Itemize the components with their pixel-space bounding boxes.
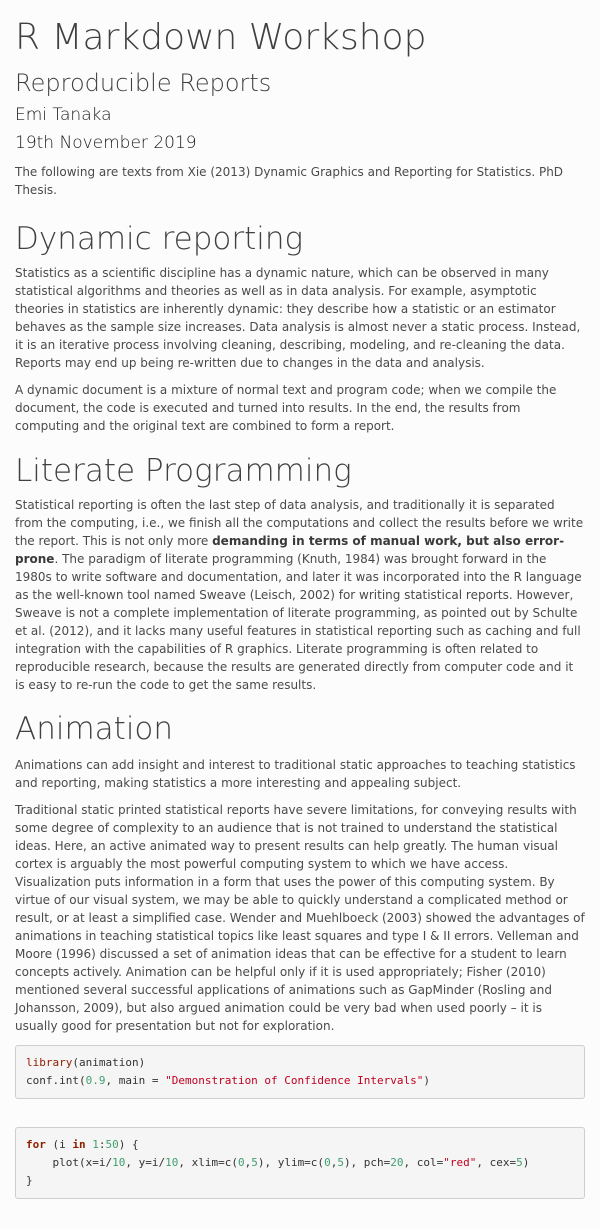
code-token: ) { [118, 1138, 139, 1151]
code-token: 0.9 [85, 1074, 106, 1087]
code-token: 20 [390, 1156, 404, 1169]
code-token: "Demonstration of Confidence Intervals" [165, 1074, 424, 1087]
document-title: R Markdown Workshop [15, 17, 427, 58]
code-token: , cex= [476, 1156, 517, 1169]
code-token: 1 [92, 1138, 99, 1151]
literate-paragraph [15, 496, 585, 694]
code-token: , main = [105, 1074, 166, 1087]
code-token: ) [522, 1156, 530, 1169]
code-token: 5 [337, 1156, 344, 1169]
code-token: , [330, 1156, 338, 1169]
code-token: conf.int( [26, 1074, 86, 1087]
dynamic-paragraph-1: Statistics as a scientific discipline has a dynamic nature, which can be observed in many statistical algorithms and theories as well as in data analysis. For example, asymptotic theories in statistics are inherently dynamic: they describe how a statistic or an estimator behaves as the sample size increases. Data analysis is almost never a static process. Instead, it is an iterative process involving cleaning, describing, modeling, and re-cleaning the data. Reports may end up being re-written due to changes in the data and analysis. [15, 266, 581, 370]
literate-text-bold: demanding in terms of manual work, but also error-prone [15, 534, 565, 566]
code-token: , [244, 1156, 252, 1169]
code-token: in [72, 1138, 86, 1151]
code-token: : [98, 1138, 106, 1151]
code-token: ), ylim=c( [257, 1156, 325, 1169]
animation-paragraph-1: Animations can add insight and interest to traditional static approaches to teaching statistics and reporting, making statistics a more interesting and appealing subject. [15, 758, 576, 790]
intro-paragraph: The following are texts from Xie (2013) Dynamic Graphics and Reporting for Statistics. PhD Thesis. [15, 165, 564, 197]
document-author: Emi Tanaka [15, 105, 112, 125]
literate-text-start: Statistical reporting is often the last step of data analysis, and traditionally it is separated from the computing, i.e., we finish all the computations and collect the results before we write the report. This is not only more [15, 498, 584, 548]
code-token: 50 [105, 1138, 119, 1151]
code-token: (i [45, 1138, 73, 1151]
code-token: 0 [237, 1156, 245, 1169]
code-token: } [26, 1174, 33, 1187]
code-token: (animation) [72, 1056, 146, 1069]
code-token: ) [423, 1074, 430, 1087]
code-token: 10 [165, 1156, 179, 1169]
code-block-1 [15, 1045, 585, 1099]
section-heading-animation: Animation [15, 711, 174, 747]
code-token: for [26, 1138, 46, 1151]
code-token: 0 [324, 1156, 331, 1169]
document-subtitle: Reproducible Reports [15, 69, 272, 97]
literate-text-end: . The paradigm of literate programming (Knuth, 1984) was brought forward in the 1980s to write software and documentation, and later it was incorporated into the R language as the well-known tool named Sweave (Leisch, 2002) for writing statistical reports. However, Sweave is not a complete implementation of literate programming, as pointed out by Schulte et al. (2012), and it lacks many useful features in statistical reporting such as caching and full integration with the capabilities of R graphics. Literate programming is often related to reproducible research, because the results are generated directly from computer code and it is easy to re-run the code to get the same results. [15, 552, 582, 692]
code-token: ), pch= [343, 1156, 391, 1169]
code-token: , xlim=c( [178, 1156, 238, 1169]
animation-paragraph-2: Traditional static printed statistical reports have severe limitations, for conveying results with some degree of complexity to an audience that is not trained to understand the statistical ideas. Here, an active animated way to present results can help greatly. The human visual cortex is arguably the most powerful computing system to which we have access. Visualization puts information in a form that uses the power of this computing system. By virtue of our visual system, we may be able to quickly understand a complicated method or result, or at least a simplified case. Wender and Muehlboeck (2003) showed the advantages of animations in teaching statistical topics like least squares and type I & II errors. Velleman and Moore (1996) discussed a set of animation ideas that can be effective for a student to learn concepts actively. Animation can be helpful only if it is used appropriately; Fisher (2010) mentioned several successful applications of animations such as GapMinder (Rosling and Johansson, 2009), but also argued animation could be very bad when used poorly – it is usually good for presentation but not for exploration. [15, 803, 585, 1033]
dynamic-paragraph-2: A dynamic document is a mixture of normal text and program code; when we compile the document, the code is executed and turned into results. In the end, the results from computing and the original text are combined to form a report. [15, 383, 557, 433]
code-token: 5 [251, 1156, 258, 1169]
code-token: 10 [112, 1156, 126, 1169]
section-heading-dynamic-reporting: Dynamic reporting [15, 221, 304, 257]
code-token: plot(x=i/ [26, 1156, 113, 1169]
code-token: , y=i/ [125, 1156, 166, 1169]
code-token: , col= [403, 1156, 444, 1169]
code-block-2 [15, 1127, 585, 1199]
code-token: library [26, 1056, 73, 1069]
document-date: 19th November 2019 [15, 133, 197, 153]
code-token: "red" [443, 1156, 477, 1169]
section-heading-literate-programming: Literate Programming [15, 453, 352, 489]
code-token: 5 [516, 1156, 523, 1169]
